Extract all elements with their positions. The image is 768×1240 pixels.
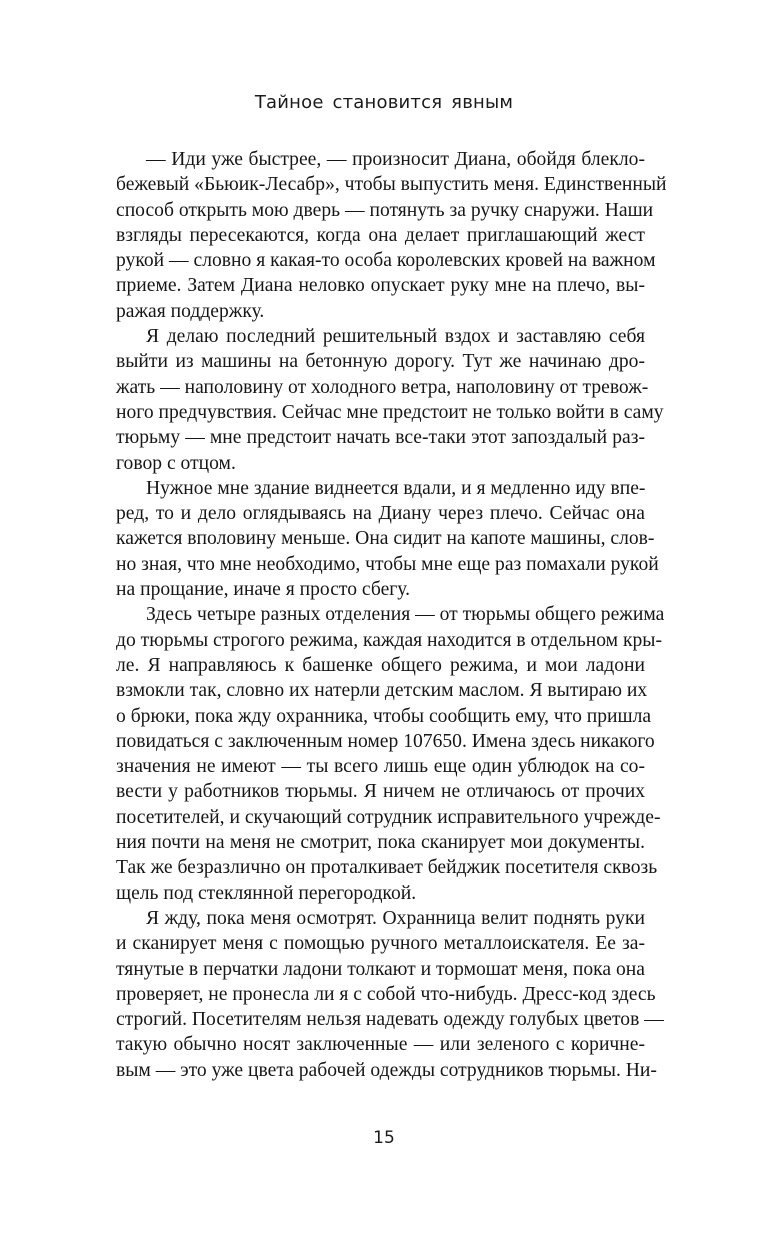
paragraph	[116, 906, 664, 1083]
text-line: взмокли так, словно их натерли детским маслом. Я вытираю их	[116, 680, 648, 702]
text-line: выйти из машины на бетонную дорогу. Тут же начинаю дро-	[116, 351, 645, 373]
text-line: ред, то и дело оглядываясь на Диану через плечо. Сейчас она	[116, 503, 645, 525]
running-head: Тайное становится явным	[254, 92, 514, 113]
text-line: взгляды пересекаются, когда она делает приглашающий жест	[116, 224, 645, 246]
text-line: повидаться с заключенным номер 107650. Имена здесь никакого	[116, 730, 655, 752]
paragraph	[116, 602, 665, 906]
text-line: Я делаю последний решительный вздох и заставляю себя	[146, 326, 645, 348]
text-line: и сканирует меня с помощью ручного металлоискателя. Ее за-	[116, 933, 645, 955]
text-line: Я жду, пока меня осмотрят. Охранница велит поднять руки	[146, 907, 645, 929]
text-line: жать — наполовину от холодного ветра, наполовину от тревож-	[116, 376, 649, 398]
text-line: ражая поддержку.	[116, 300, 265, 322]
text-line: на прощание, иначе я просто сбегу.	[116, 579, 411, 601]
text-line: но зная, что мне необходимо, чтобы мне еще раз помахали рукой	[116, 553, 659, 575]
text-line: строгий. Посетителям нельзя надевать одежду голубых цветов —	[116, 1009, 664, 1031]
text-line: значения не имеют — ты всего лишь еще один ублюдок на со-	[116, 756, 645, 778]
text-line: способ открыть мою дверь — потянуть за ручку снаружи. Наши	[116, 199, 654, 221]
text-line: ния почти на меня не смотрит, пока сканирует мои документы.	[116, 832, 645, 854]
page-number: 15	[373, 1128, 395, 1148]
text-line: тянутые в перчатки ладони толкают и тормошат меня, пока она	[116, 958, 645, 980]
text-line: щель под стеклянной перегородкой.	[116, 882, 417, 904]
text-line: приеме. Затем Диана неловко опускает руку мне на плечо, вы-	[116, 275, 645, 297]
text-line: рукой — словно я какая-то особа королевских кровей на важном	[116, 250, 656, 272]
body-text	[116, 147, 667, 1083]
text-line: проверяет, не пронесла ли я с собой что-нибудь. Дресс-код здесь	[116, 983, 656, 1005]
text-line: такую обычно носят заключенные — или зеленого с коричне-	[116, 1034, 645, 1056]
text-line: до тюрьмы строгого режима, каждая находится в отдельном кры-	[116, 629, 662, 651]
text-line: Нужное мне здание виднеется вдали, и я медленно иду впе-	[146, 477, 646, 499]
paragraph	[116, 324, 664, 476]
text-line: — Иди уже быстрее, — произносит Диана, обойдя блекло-	[146, 149, 645, 170]
text-line: Так же безразлично он проталкивает бейджик посетителя сквозь	[116, 857, 658, 879]
text-line: о брюки, пока жду охранника, чтобы сообщить ему, что пришла	[116, 705, 652, 727]
text-line: тюрьму — мне предстоит начать все-таки этот запоздалый раз-	[116, 427, 645, 449]
text-line: Здесь четыре разных отделения — от тюрьмы общего режима	[146, 604, 665, 626]
text-line: посетителей, и скучающий сотрудник исправительного учрежде-	[116, 806, 661, 828]
paragraph	[116, 476, 659, 602]
paragraph	[116, 147, 667, 324]
text-line: говор с отцом.	[116, 452, 236, 474]
text-line: бежевый «Бьюик-Лесабр», чтобы выпустить меня. Единственный	[116, 174, 667, 196]
text-line: ного предчувствия. Сейчас мне предстоит не только войти в саму	[116, 401, 664, 423]
text-line: кажется вполовину меньше. Она сидит на капоте машины, слов-	[116, 528, 655, 550]
text-line: вести у работников тюрьмы. Я ничем не отличаюсь от прочих	[116, 781, 645, 803]
text-line: ле. Я направляюсь к башенке общего режима, и мои ладони	[116, 654, 645, 676]
text-line: вым — это уже цвета рабочей одежды сотрудников тюрьмы. Ни-	[116, 1059, 657, 1081]
